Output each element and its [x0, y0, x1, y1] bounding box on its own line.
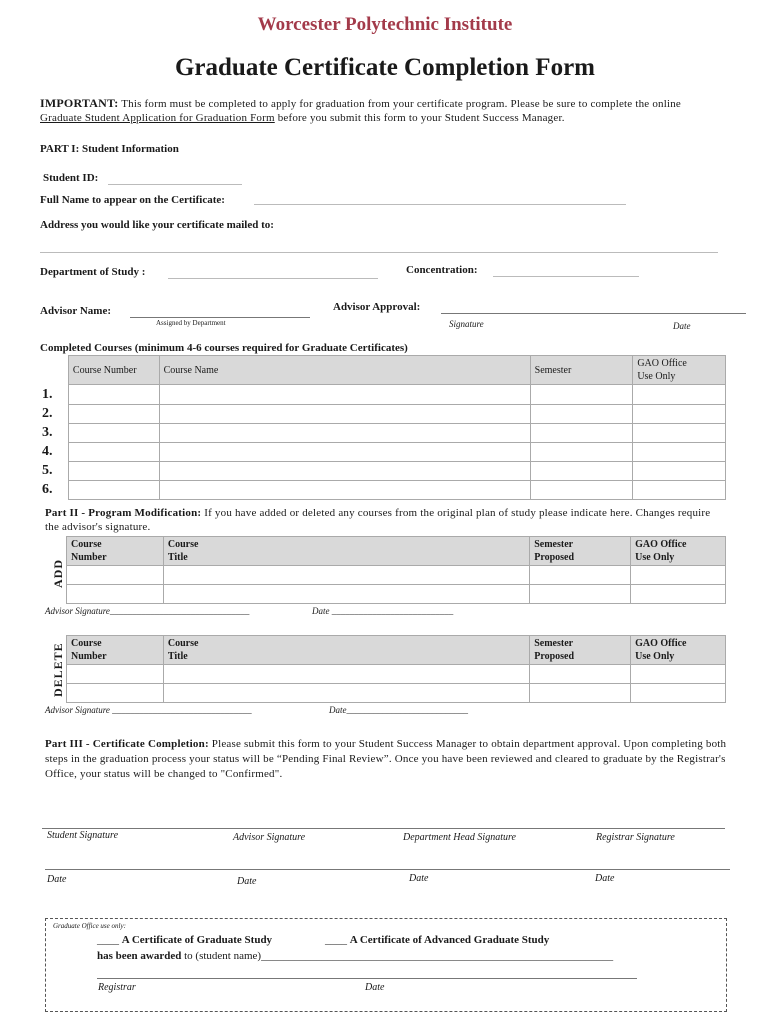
courses-heading: Completed Courses (minimum 4-6 courses required for Graduate Certificates)	[40, 342, 408, 354]
delete-col-number-label: Number	[71, 651, 107, 662]
part2-heading: Part II - Program Modification:	[45, 507, 202, 519]
course-number-cell[interactable]	[68, 424, 159, 443]
course-name-cell[interactable]	[159, 424, 530, 443]
graduate-study-blank[interactable]: ____	[97, 934, 119, 946]
concentration-label: Concentration:	[406, 264, 478, 276]
delete-col-proposed-label: Proposed	[534, 651, 575, 662]
gao-cell	[633, 462, 726, 481]
student-id-label: Student ID:	[43, 172, 99, 184]
delete-semester-cell[interactable]	[530, 665, 631, 684]
col-gao	[633, 356, 726, 385]
delete-header-row	[67, 636, 726, 665]
form-title: Graduate Certificate Completion Form	[174, 54, 596, 81]
table-row	[67, 665, 726, 684]
delete-advisor-signature[interactable]: Advisor Signature _______________________________	[45, 705, 252, 715]
table-row	[67, 585, 726, 604]
part3-text: Please submit this form to your Student Success Manager to obtain department approval. Upon completing both steps in the graduation process your status will be “Pending Final Review”. Once you have been reviewed and cleared to graduate by the Registrar's Office, your status will be changed to "Confirmed".	[45, 738, 727, 780]
gao-cell	[633, 405, 726, 424]
delete-number-cell[interactable]	[67, 684, 164, 703]
table-row	[40, 462, 726, 481]
intro-text-2: before you submit this form to your Student Success Manager.	[277, 112, 565, 124]
semester-cell[interactable]	[530, 424, 633, 443]
part3-heading: Part III - Certificate Completion:	[45, 738, 209, 750]
course-number-cell[interactable]	[68, 405, 159, 424]
table-row	[40, 405, 726, 424]
col-course-name: Course Name	[159, 356, 530, 385]
gao-cell	[633, 385, 726, 405]
col-semester: Semester	[530, 356, 633, 385]
row-number: 4.	[42, 444, 53, 459]
course-name-cell[interactable]	[159, 405, 530, 424]
add-col-gao-1: GAO Office	[635, 539, 687, 550]
table-row	[67, 684, 726, 703]
add-gao-cell	[631, 585, 726, 604]
part3-paragraph	[45, 737, 735, 782]
table-row	[40, 443, 726, 462]
delete-col-semester-label: Semester	[534, 638, 574, 649]
row-number: 1.	[42, 386, 53, 402]
table-row	[40, 385, 726, 405]
add-semester-cell[interactable]	[530, 566, 631, 585]
office-date-label: Date	[365, 982, 385, 993]
add-col-number	[67, 537, 164, 566]
delete-col-title-label: Title	[167, 651, 188, 662]
registrar-date-line[interactable]	[97, 978, 637, 979]
registrar-date-label: Date	[595, 873, 615, 884]
delete-col-semester	[530, 636, 631, 665]
add-header-row	[67, 537, 726, 566]
dept-head-date-label: Date	[409, 873, 429, 884]
concentration-field[interactable]	[493, 276, 639, 277]
graduate-study-option[interactable]	[97, 934, 272, 946]
advisor-name-label: Advisor Name:	[40, 305, 111, 317]
student-signature-label: Student Signature	[47, 830, 119, 841]
add-col-semester	[530, 537, 631, 566]
department-field[interactable]	[168, 278, 378, 279]
add-col-number-label: Number	[71, 552, 107, 563]
delete-label: DELETE	[51, 642, 65, 697]
student-date-label: Date	[47, 874, 67, 885]
department-label: Department of Study :	[40, 266, 146, 278]
row-number: 6.	[42, 482, 53, 497]
row-number: 2.	[42, 406, 53, 421]
table-row	[40, 424, 726, 443]
delete-col-number	[67, 636, 164, 665]
semester-cell[interactable]	[530, 385, 633, 405]
advisor-name-field[interactable]	[130, 317, 310, 318]
add-label: ADD	[51, 559, 65, 588]
col-gao-1: GAO Office	[637, 358, 687, 369]
delete-col-title	[163, 636, 529, 665]
advanced-study-label: A Certificate of Advanced Graduate Study	[349, 934, 550, 946]
col-gao-2: Use Only	[637, 371, 676, 382]
delete-col-course-2: Course	[167, 638, 199, 649]
table-row	[40, 481, 726, 500]
course-number-cell[interactable]	[68, 443, 159, 462]
signature-caption: Signature	[449, 319, 484, 329]
registrar-signature-label: Registrar Signature	[596, 832, 675, 843]
add-date[interactable]: Date ___________________________	[312, 606, 454, 616]
add-number-cell[interactable]	[67, 566, 164, 585]
office-use-label: Graduate Office use only:	[53, 922, 126, 930]
part2-paragraph	[45, 506, 717, 534]
full-name-field[interactable]	[254, 204, 626, 205]
delete-col-gao-1: GAO Office	[635, 638, 687, 649]
col-course-number: Course Number	[68, 356, 159, 385]
add-col-course-1: Course	[71, 539, 102, 550]
advanced-study-option[interactable]	[325, 934, 549, 946]
delete-semester-cell[interactable]	[530, 684, 631, 703]
course-number-cell[interactable]	[68, 385, 159, 405]
intro-text-1: This form must be completed to apply for graduation from your certificate program. Please be sure to complete the online	[121, 98, 682, 110]
table-row	[67, 566, 726, 585]
student-name-field[interactable]: to (student name)________________________________________________________________	[184, 950, 614, 962]
add-title-cell[interactable]	[163, 566, 529, 585]
important-label: IMPORTANT:	[40, 96, 119, 110]
delete-col-course-1: Course	[71, 638, 102, 649]
add-col-course-2: Course	[167, 539, 199, 550]
office-registrar-label: Registrar	[98, 982, 136, 993]
gao-cell	[633, 424, 726, 443]
date-line[interactable]	[45, 869, 730, 870]
row-number: 5.	[42, 463, 53, 478]
add-col-proposed-label: Proposed	[534, 552, 575, 563]
part2-text: If you have added or deleted any courses from the original plan of study please indicate here. Changes require the advisor's signature.	[45, 507, 711, 533]
gao-cell	[633, 443, 726, 462]
courses-header-row	[40, 356, 726, 385]
date-caption: Date	[673, 321, 691, 331]
delete-gao-cell	[631, 684, 726, 703]
add-title-cell[interactable]	[163, 585, 529, 604]
add-col-title	[163, 537, 529, 566]
delete-col-gao-2: Use Only	[635, 651, 675, 662]
course-number-cell[interactable]	[68, 462, 159, 481]
semester-cell[interactable]	[530, 443, 633, 462]
delete-courses-table	[66, 635, 726, 703]
course-name-cell[interactable]	[159, 462, 530, 481]
add-courses-table	[66, 536, 726, 604]
add-col-gao	[631, 537, 726, 566]
add-advisor-signature[interactable]: Advisor Signature_______________________________	[45, 606, 250, 616]
application-link[interactable]: Graduate Student Application for Graduation Form	[40, 112, 275, 124]
delete-title-cell[interactable]	[163, 684, 529, 703]
advanced-study-blank[interactable]: ____	[325, 934, 347, 946]
semester-cell[interactable]	[530, 405, 633, 424]
awarded-line[interactable]	[97, 950, 613, 962]
full-name-label: Full Name to appear on the Certificate:	[40, 194, 225, 206]
add-col-semester-label: Semester	[534, 539, 574, 550]
add-col-title-label: Title	[167, 552, 188, 563]
awarded-label: has been awarded	[97, 950, 182, 962]
advisor-date-label: Date	[237, 876, 257, 887]
add-gao-cell	[631, 566, 726, 585]
delete-col-gao	[631, 636, 726, 665]
advisor-approval-field[interactable]	[441, 313, 746, 314]
course-name-cell[interactable]	[159, 443, 530, 462]
semester-cell[interactable]	[530, 462, 633, 481]
delete-number-cell[interactable]	[67, 665, 164, 684]
gao-cell	[633, 481, 726, 500]
course-number-cell[interactable]	[68, 481, 159, 500]
institution-name: Worcester Polytechnic Institute	[257, 14, 513, 35]
add-number-cell[interactable]	[67, 585, 164, 604]
completed-courses-table	[40, 355, 726, 500]
add-col-gao-2: Use Only	[635, 552, 675, 563]
graduate-study-label: A Certificate of Graduate Study	[121, 934, 273, 946]
course-name-cell[interactable]	[159, 385, 530, 405]
dept-head-signature-label: Department Head Signature	[403, 832, 516, 843]
advisor-signature-label: Advisor Signature	[233, 832, 306, 843]
semester-cell[interactable]	[530, 481, 633, 500]
delete-date[interactable]: Date___________________________	[329, 705, 468, 715]
row-number: 3.	[42, 425, 53, 440]
delete-gao-cell	[631, 665, 726, 684]
graduate-office-box	[45, 918, 727, 1012]
delete-title-cell[interactable]	[163, 665, 529, 684]
part1-heading: PART I: Student Information	[40, 143, 179, 155]
signature-line-top[interactable]	[42, 828, 725, 829]
address-label: Address you would like your certificate mailed to:	[40, 219, 274, 231]
intro-paragraph	[40, 96, 710, 125]
assigned-note: Assigned by Department	[156, 319, 226, 327]
course-name-cell[interactable]	[159, 481, 530, 500]
advisor-approval-label: Advisor Approval:	[333, 301, 421, 313]
student-id-field[interactable]	[108, 184, 242, 185]
add-semester-cell[interactable]	[530, 585, 631, 604]
address-field[interactable]	[40, 252, 718, 253]
